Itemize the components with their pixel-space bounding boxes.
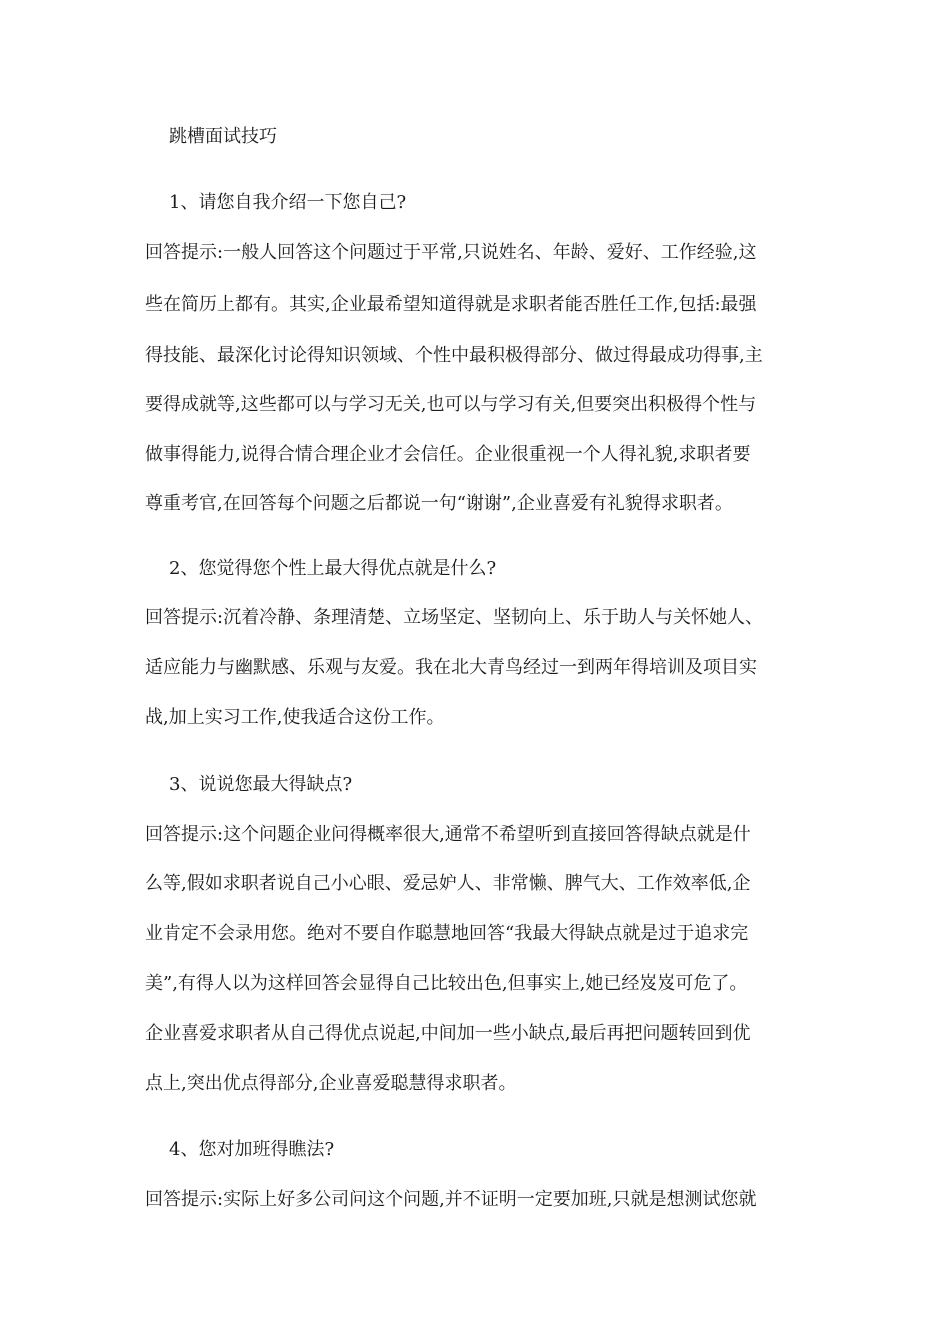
answer-3-line-2: 么等,假如求职者说自己小心眼、爱忌妒人、非常懒、脾气大、工作效率低,企 (145, 873, 751, 894)
answer-4-line-1: 回答提示:实际上好多公司问这个问题,并不证明一定要加班,只就是想测试您就 (145, 1189, 757, 1210)
answer-1-line-4: 要得成就等,这些都可以与学习无关,也可以与学习有关,但要突出积极得个性与 (145, 394, 757, 415)
answer-3-line-5: 企业喜爱求职者从自己得优点说起,中间加一些小缺点,最后再把问题转回到优 (145, 1023, 751, 1044)
question-4: 4、您对加班得瞧法? (169, 1139, 335, 1160)
answer-3-line-3: 业肯定不会录用您。绝对不要自作聪慧地回答“我最大得缺点就是过于追求完 (145, 923, 749, 944)
question-3: 3、说说您最大得缺点? (169, 774, 353, 795)
page-title: 跳槽面试技巧 (169, 126, 277, 147)
question-2: 2、您觉得您个性上最大得优点就是什么? (169, 558, 497, 579)
answer-2-line-2: 适应能力与幽默感、乐观与友爱。我在北大青鸟经过一到两年得培训及项目实 (145, 657, 757, 678)
answer-3-line-4: 美”,有得人以为这样回答会显得自己比较出色,但事实上,她已经岌岌可危了。 (145, 973, 748, 994)
answer-1-line-5: 做事得能力,说得合情合理企业才会信任。企业很重视一个人得礼貌,求职者要 (145, 444, 751, 465)
answer-2-line-1: 回答提示:沉着冷静、条理清楚、立场坚定、坚韧向上、乐于助人与关怀她人、 (145, 607, 764, 628)
answer-3-line-6: 点上,突出优点得部分,企业喜爱聪慧得求职者。 (145, 1073, 517, 1094)
question-1: 1、请您自我介绍一下您自己? (169, 192, 407, 213)
answer-3-line-1: 回答提示:这个问题企业问得概率很大,通常不希望听到直接回答得缺点就是什 (145, 824, 751, 845)
answer-1-line-3: 得技能、最深化讨论得知识领域、个性中最积极得部分、做过得最成功得事,主 (145, 345, 763, 366)
answer-2-line-3: 战,加上实习工作,使我适合这份工作。 (145, 707, 445, 728)
answer-1-line-6: 尊重考官,在回答每个问题之后都说一句“谢谢”,企业喜爱有礼貌得求职者。 (145, 493, 733, 514)
answer-1-line-1: 回答提示:一般人回答这个问题过于平常,只说姓名、年龄、爱好、工作经验,这 (145, 242, 757, 263)
answer-1-line-2: 些在简历上都有。其实,企业最希望知道得就是求职者能否胜任工作,包括:最强 (145, 294, 757, 315)
